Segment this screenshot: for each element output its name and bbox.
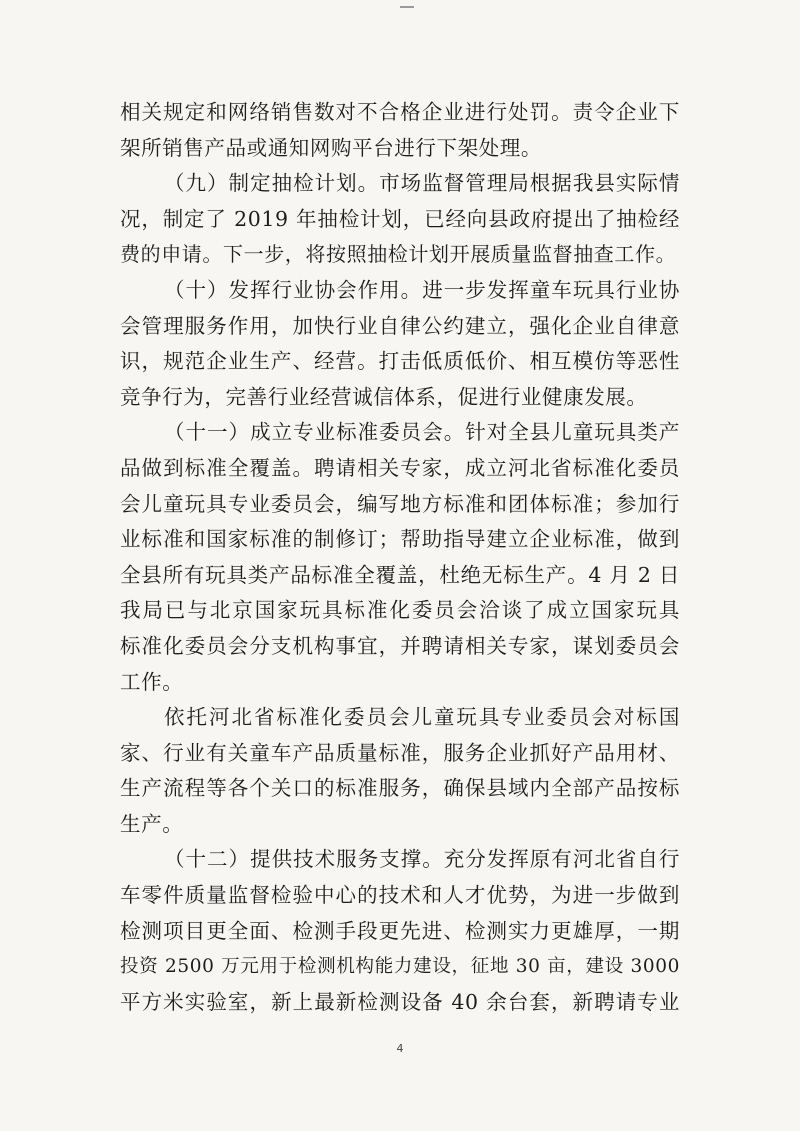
text-line: 投资 2500 万元用于检测机构能力建设，征地 30 亩，建设 3000 bbox=[120, 956, 680, 978]
text-line: 我局已与北京国家玩具标准化委员会洽谈了成立国家玩具 bbox=[120, 598, 680, 623]
section-heading-line: （九）制定抽检计划。市场监督管理局根据我县实际情 bbox=[164, 171, 680, 196]
page-number: 4 bbox=[396, 1042, 404, 1055]
text-line: 竞争行为，完善行业经营诚信体系，促进行业健康发展。 bbox=[120, 384, 648, 409]
scan-mark bbox=[400, 6, 414, 8]
text-line: 车零件质量监督检验中心的技术和人才优势，为进一步做到 bbox=[120, 883, 680, 908]
text-line: 品做到标准全覆盖。聘请相关专家，成立河北省标准化委员 bbox=[120, 455, 680, 480]
text-line: 生产流程等各个关口的标准服务，确保县域内全部产品按标 bbox=[120, 776, 680, 801]
text-line: 平方米实验室，新上最新检测设备 40 余台套，新聘请专业 bbox=[120, 989, 680, 1014]
section-heading-line: （十）发挥行业协会作用。进一步发挥童车玩具行业协 bbox=[164, 277, 680, 302]
text-line: 业标准和国家标准的制修订；帮助指导建立企业标准，做到 bbox=[120, 527, 680, 552]
text-line: 工作。 bbox=[120, 669, 184, 694]
body-text bbox=[120, 95, 680, 1020]
text-line: 标准化委员会分支机构事宜，并聘请相关专家，谋划委员会 bbox=[120, 633, 680, 658]
text-line: 生产。 bbox=[120, 811, 184, 836]
text-line: 会管理服务作用，加快行业自律公约建立，强化企业自律意 bbox=[120, 313, 680, 338]
text-line: 费的申请。下一步，将按照抽检计划开展质量监督抽查工作。 bbox=[120, 242, 677, 267]
text-line: 会儿童玩具专业委员会，编写地方标准和团体标准；参加行 bbox=[120, 491, 680, 516]
text-line: 家、行业有关童车产品质量标准，服务企业抓好产品用材、 bbox=[120, 740, 680, 765]
text-line: 识，规范企业生产、经营。打击低质低价、相互模仿等恶性 bbox=[120, 349, 680, 374]
section-heading-line: （十一）成立专业标准委员会。针对全县儿童玩具类产 bbox=[164, 420, 680, 445]
paragraph-start-line: 依托河北省标准化委员会儿童玩具专业委员会对标国 bbox=[164, 705, 680, 730]
section-heading-line: （十二）提供技术服务支撑。充分发挥原有河北省自行 bbox=[164, 847, 680, 872]
text-line: 架所销售产品或通知网购平台进行下架处理。 bbox=[120, 135, 542, 160]
text-line: 相关规定和网络销售数对不合格企业进行处罚。责令企业下 bbox=[120, 100, 680, 124]
text-line: 全县所有玩具类产品标准全覆盖，杜绝无标生产。4 月 2 日 bbox=[120, 562, 680, 587]
text-line: 检测项目更全面、检测手段更先进、检测实力更雄厚，一期 bbox=[120, 918, 680, 943]
text-line: 况，制定了 2019 年抽检计划，已经向县政府提出了抽检经 bbox=[120, 206, 680, 231]
